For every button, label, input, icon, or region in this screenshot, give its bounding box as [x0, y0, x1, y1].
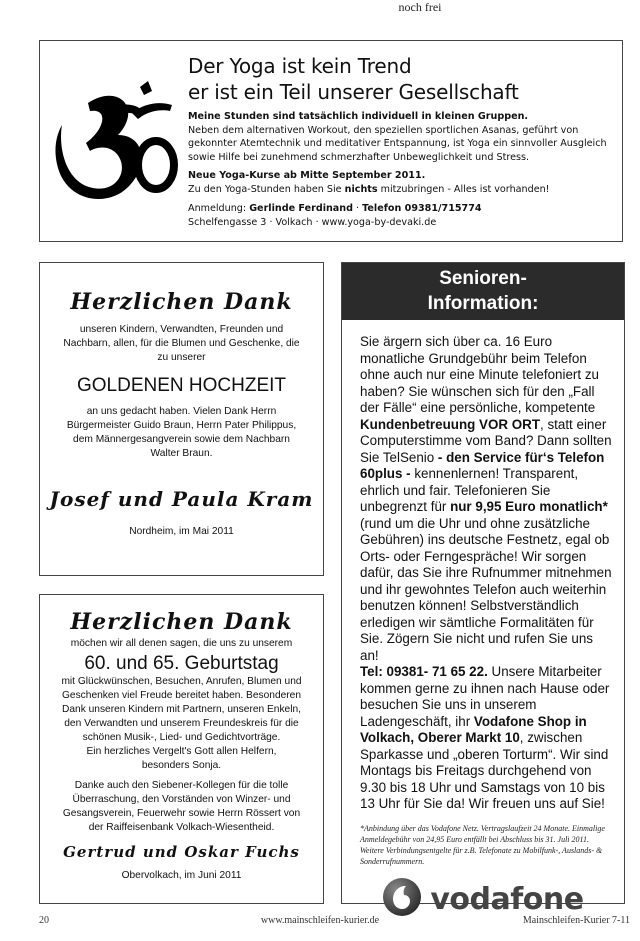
yoga-courses — [188, 169, 618, 196]
yoga-text — [188, 53, 618, 229]
yoga-bring-pre: Zu den Yoga-Stunden haben Sie — [188, 183, 345, 195]
thanks-occasion: GOLDENEN HOCHZEIT — [76, 375, 287, 396]
senior-fineprint: *Anbindung über das Vodafone Netz. Vertragslaufzeit 24 Monate. Einmalige Anmeldegebühr von 24,95 Euro entfällt bei Abschluss bis 31. Juli 2011. Weitere Verbindungsentgelte für z.B. Telefonate zu Mobilfunk-, Auslands- & Sonderrufnummern. — [360, 823, 605, 866]
thanks-signature: Gertrud und Oskar Fuchs — [63, 843, 300, 861]
om-symbol-icon — [48, 73, 186, 213]
thanks-intro: unseren Kindern, Verwandten, Freunden und Nachbarn, allen, für die Blumen und Geschenke, die zu unserer — [63, 324, 300, 363]
yoga-intro-bold: Meine Stunden sind tatsächlich individuell in kleinen Gruppen. — [188, 111, 529, 122]
thanks-body-2: Ein herzliches Vergelt's Gott allen Helfern, besonders Sonja. — [86, 746, 277, 771]
senior-text-5: Unsere Mitarbeiter kommen gerne zu ihnen nach Hause oder besuchen Sie uns in unserem Ladengeschäft, ihr — [360, 664, 610, 729]
senior-header — [342, 263, 624, 320]
thanks-place-date: Obervolkach, im Juni 2011 — [121, 870, 242, 881]
senior-text-1: Sie ärgern sich über ca. 16 Euro monatliche Grundgebühr beim Telefon ohne auch nur eine Minute telefoniert zu haben? Sie wünschen sich für den „Fall der Fälle“ eine persönliche, kompetente — [360, 334, 599, 415]
thanks-golden-wedding — [39, 262, 324, 576]
yoga-title-line1: Der Yoga ist kein Trend — [188, 54, 412, 78]
thanks-body-3: Danke auch den Siebener-Kollegen für die tolle Überraschung, den Vorständen von Winzer- und Gesangsverein, Feuerwehr sowie Herrn Rössert von der Raiffeisenbank Volkach-Wiesentheid. — [62, 780, 301, 833]
thanks-birthday — [39, 594, 324, 904]
yoga-address: Schelfengasse 3 · Volkach · www.yoga-by-devaki.de — [188, 216, 437, 228]
top-note: noch frei — [398, 0, 442, 14]
thanks-occasion: 60. und 65. Geburtstag — [84, 653, 279, 674]
senior-body — [342, 320, 624, 813]
footer-issue: Mainschleifen-Kurier 7-11 — [522, 915, 630, 926]
yoga-title-line2: er ist ein Teil unserer Gesellschaft — [188, 80, 519, 104]
yoga-signup-phone: Telefon 09381/715774 — [362, 203, 482, 214]
yoga-bring-post: mitzubringen - Alles ist vorhanden! — [377, 183, 550, 195]
yoga-signup-sep: · — [352, 203, 363, 214]
thanks-body-1: mit Glückwünschen, Besuchen, Anrufen, Blumen und Geschenken viel Freude bereitet haben. Besonderen Dank unseren Kindern mit Partnern, unseren Enkeln, den Verwandten und unserem Freundeskreis für die schönen Musik-, Lied- und Gedichtvorträge. — [61, 676, 302, 743]
senior-phone: Tel: 09381- 71 65 22. — [360, 664, 488, 679]
thanks-intro: möchen wir all denen sagen, die uns zu unserem — [70, 638, 293, 649]
senior-header-line2: Information: — [427, 293, 539, 314]
thanks-place-date: Nordheim, im Mai 2011 — [129, 526, 234, 537]
yoga-courses-bold: Neue Yoga-Kurse ab Mitte September 2011. — [188, 170, 426, 181]
senior-header-line1: Senioren- — [439, 268, 527, 289]
senior-information-ad — [341, 262, 625, 917]
yoga-bring-bold: nichts — [344, 183, 378, 195]
yoga-ad — [39, 40, 623, 242]
thanks-body: an uns gedacht haben. Vielen Dank Herrn Bürgermeister Guido Braun, Herrn Pater Philippus, dem Männergesangverein sowie dem Nachbarn Walter Braun. — [66, 406, 297, 459]
senior-price: nur 9,95 Euro monatlich* — [450, 499, 608, 514]
yoga-signup-label: Anmeldung: — [188, 203, 250, 214]
senior-text-4: (rund um die Uhr und ohne zusätzliche Gebühren) ins deutsche Festnetz, egal ob Orts- oder Ferngespräche! Wir sorgen dafür, das Sie ihre Rufnummer mitnehmen und ihr gewohntes Telefon auch weiterhin benutzen können! Selbstverständlich erledigen wir sämtliche Formalitäten für Sie. Zögern Sie nicht und rufen Sie uns an! — [360, 515, 612, 663]
yoga-intro-text: Neben dem alternativen Workout, den speziellen sportlichen Asanas, geführt von gekonnter Atemtechnik und meditativer Entspannung, ist Yoga ein sinnvoller Ausgleich sowie Hilfe bei zunehmend schmerzhafter Unbeweglichkeit und Stress. — [188, 124, 607, 163]
senior-shop-address: Vodafone Shop in Volkach, Oberer Markt 10 — [360, 713, 587, 745]
senior-text-6: , zwischen Sparkasse und „oberen Torturm“. Wir sind Montags bis Freitags durchgehend von 9.30 bis 18 Uhr und Samstags von 10 bis 13 Uhr für Sie da! Wir freuen uns auf Sie! — [360, 730, 609, 811]
senior-text-2: , statt einer Computerstimme vom Band? Dann sollten Sie TelSenio — [360, 416, 612, 465]
senior-bold-2: - den Service für‘s Telefon 60plus - — [360, 449, 605, 481]
yoga-signup-name: Gerlinde Ferdinand — [249, 203, 353, 214]
yoga-intro — [188, 110, 618, 164]
thanks-signature: Josef und Paula Kram — [49, 487, 314, 511]
senior-bold-1: Kundenbetreuung VOR ORT — [360, 416, 541, 432]
footer-website: www.mainschleifen-kurier.de — [260, 915, 380, 926]
thanks-title: Herzlichen Dank — [70, 289, 293, 315]
senior-text-3: kennenlernen! Transparent, ehrlich und fair. Telefonieren Sie unbegrenzt für — [360, 466, 579, 514]
yoga-contact — [188, 202, 618, 229]
page-number: 20 — [39, 915, 49, 926]
thanks-title: Herzlichen Dank — [70, 609, 293, 635]
vodafone-wordmark: vodafone — [430, 881, 584, 917]
